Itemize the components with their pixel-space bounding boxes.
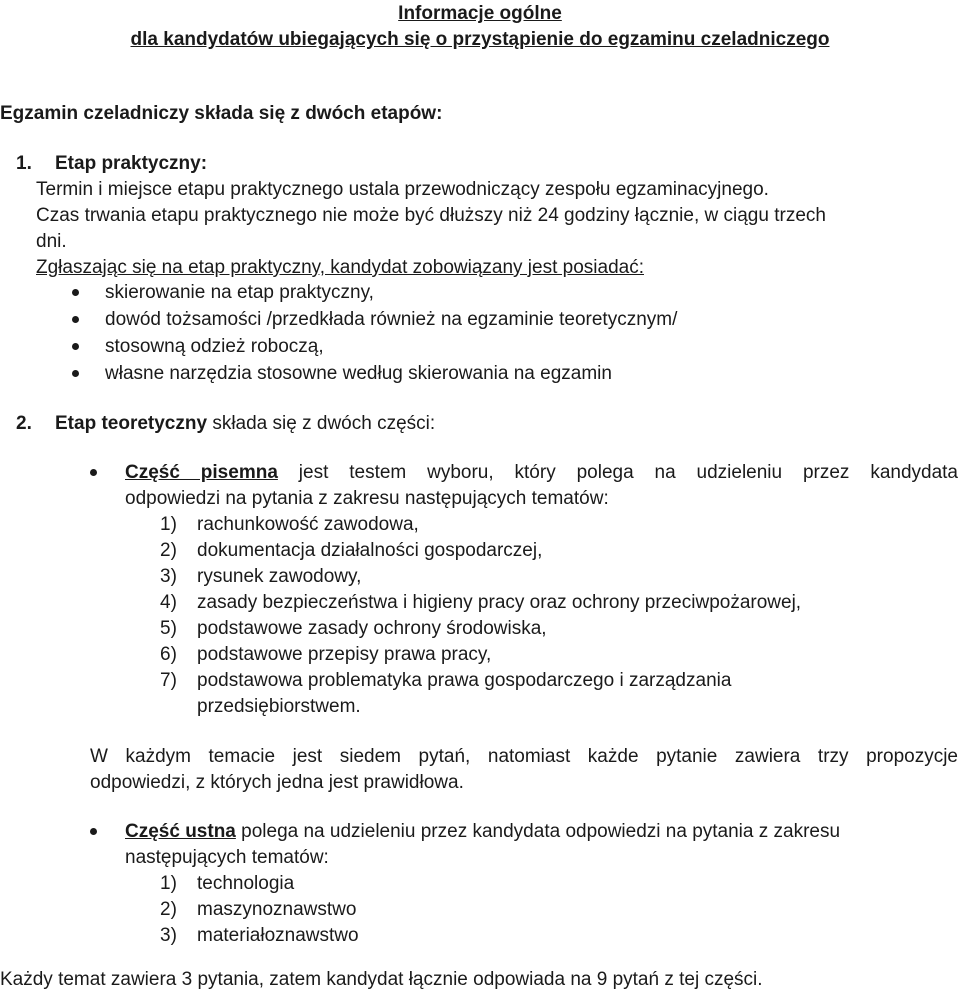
requirement-item: stosowną odzież roboczą, [105, 336, 324, 357]
stage2-number: 2. [16, 413, 32, 434]
topic-text: technologia [197, 873, 295, 894]
stage1-requirements-intro: Zgłaszając się na etap praktyczny, kandydat zobowiązany jest posiadać: [36, 257, 644, 278]
topic-number: 3) [160, 566, 177, 587]
oral-part-label: Część ustna [125, 821, 236, 842]
topic-text: dokumentacja działalności gospodarczej, [197, 540, 543, 561]
requirement-item: skierowanie na etap praktyczny, [105, 282, 374, 303]
document-title: Informacje ogólne [398, 3, 562, 24]
topic-text: podstawowe przepisy prawa pracy, [197, 644, 492, 665]
topic-text: materiałoznawstwo [197, 925, 359, 946]
topic-text-continued: przedsiębiorstwem. [197, 696, 361, 717]
topic-number: 2) [160, 540, 177, 561]
document-subtitle: dla kandydatów ubiegających się o przystąpienie do egzaminu czeladniczego [130, 29, 830, 50]
bullet-icon [72, 343, 79, 350]
stage2-heading-line [55, 413, 435, 435]
topic-text: zasady bezpieczeństwa i higieny pracy oraz ochrony przeciwpożarowej, [197, 592, 802, 613]
bullet-icon [90, 828, 97, 835]
written-note-line1: W każdym temacie jest siedem pytań, natomiast każde pytanie zawiera trzy propozycje [90, 746, 958, 767]
stage1-text-line2: Czas trwania etapu praktycznego nie może być dłuższy niż 24 godziny łącznie, w ciągu trzech [36, 205, 826, 226]
written-part-line1 [125, 462, 958, 484]
bullet-icon [90, 469, 97, 476]
topic-number: 2) [160, 899, 177, 920]
oral-part-text: polega na udzieleniu przez kandydata odpowiedzi na pytania z zakresu [235, 821, 841, 842]
oral-part-line2: następujących tematów: [125, 847, 329, 868]
topic-number: 5) [160, 618, 177, 639]
bullet-icon [72, 316, 79, 323]
intro-heading: Egzamin czeladniczy składa się z dwóch etapów: [0, 103, 443, 124]
stage2-heading-rest: składa się z dwóch części: [207, 413, 436, 434]
topic-number: 1) [160, 873, 177, 894]
topic-text: podstawowe zasady ochrony środowiska, [197, 618, 547, 639]
stage1-text-line1: Termin i miejsce etapu praktycznego ustala przewodniczący zespołu egzaminacyjnego. [36, 179, 769, 200]
footer-note: Każdy temat zawiera 3 pytania, zatem kandydat łącznie odpowiada na 9 pytań z tej części. [0, 969, 763, 990]
written-part-line2: odpowiedzi na pytania z zakresu następujących tematów: [125, 488, 609, 509]
topic-number: 6) [160, 644, 177, 665]
bullet-icon [72, 370, 79, 377]
topic-number: 7) [160, 670, 177, 691]
bullet-icon [72, 289, 79, 296]
stage1-number: 1. [16, 153, 32, 174]
stage1-text-line3: dni. [36, 231, 67, 252]
topic-text: rysunek zawodowy, [197, 566, 362, 587]
written-part-text: jest testem wyboru, który polega na udzieleniu przez kandydata [298, 462, 958, 483]
requirement-item: własne narzędzia stosowne według skierowania na egzamin [105, 363, 612, 384]
topic-number: 3) [160, 925, 177, 946]
topic-number: 4) [160, 592, 177, 613]
requirement-item: dowód tożsamości /przedkłada również na egzaminie teoretycznym/ [105, 309, 678, 330]
topic-text: podstawowa problematyka prawa gospodarczego i zarządzania [197, 670, 732, 691]
stage2-heading: Etap teoretyczny [55, 413, 208, 434]
stage1-heading: Etap praktyczny: [55, 153, 208, 174]
written-part-label: Część pisemna [125, 462, 278, 483]
topic-number: 1) [160, 514, 177, 535]
oral-part-line1 [125, 821, 840, 843]
topic-text: maszynoznawstwo [197, 899, 357, 920]
topic-text: rachunkowość zawodowa, [197, 514, 419, 535]
written-note-line2: odpowiedzi, z których jedna jest prawidłowa. [90, 772, 464, 793]
